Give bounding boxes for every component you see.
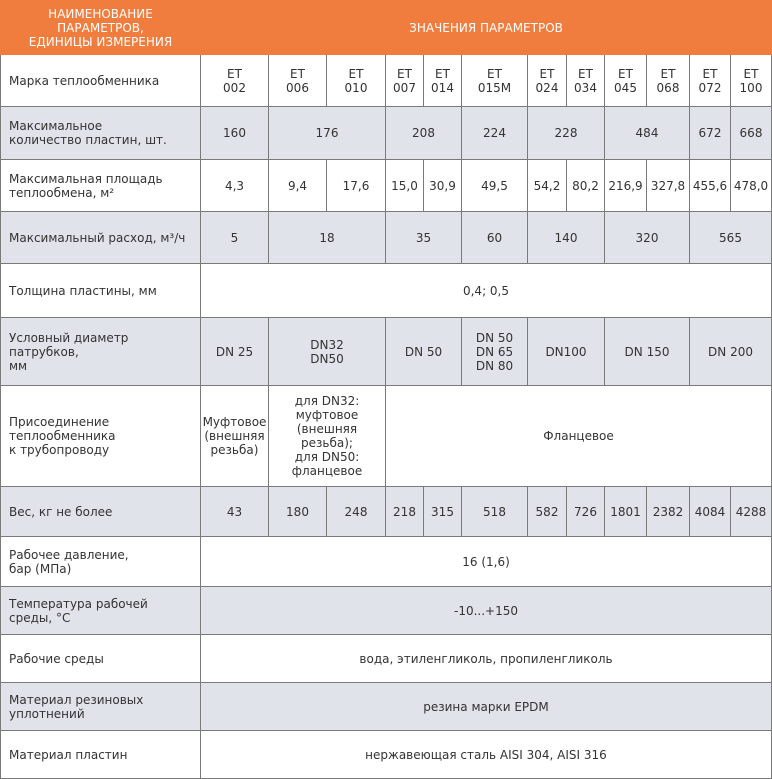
- value-cell: вода, этиленгликоль, пропиленгликоль: [201, 635, 772, 683]
- value-cell: 565: [690, 212, 772, 264]
- value-cell: 17,6: [327, 160, 386, 212]
- model-cell: ET 024: [528, 55, 567, 107]
- row-label: Температура рабочей среды, °С: [1, 587, 201, 635]
- row-max-plates: [1, 107, 772, 160]
- value-cell: Муфтовое (внешняя резьба): [201, 386, 269, 487]
- value-cell: 4288: [731, 487, 772, 537]
- table-header-row: [1, 1, 772, 55]
- model-cell: ET 072: [690, 55, 731, 107]
- value-cell: 180: [269, 487, 327, 537]
- value-cell: 15,0: [386, 160, 424, 212]
- value-cell: для DN32: муфтовое (внешняя резьба); для DN50: фланцевое: [269, 386, 386, 487]
- value-cell: 18: [269, 212, 386, 264]
- value-cell: 160: [201, 107, 269, 160]
- value-cell: 582: [528, 487, 567, 537]
- value-cell: DN100: [528, 318, 605, 386]
- value-cell: DN32 DN50: [269, 318, 386, 386]
- model-cell: ET 100: [731, 55, 772, 107]
- row-label: Материал резиновых уплотнений: [1, 683, 201, 731]
- value-cell: 30,9: [424, 160, 462, 212]
- model-cell: ET 068: [647, 55, 690, 107]
- value-cell: 726: [567, 487, 605, 537]
- model-cell: ET 010: [327, 55, 386, 107]
- value-cell: резина марки EPDM: [201, 683, 772, 731]
- value-cell: 60: [462, 212, 528, 264]
- value-cell: -10...+150: [201, 587, 772, 635]
- value-cell: 216,9: [605, 160, 647, 212]
- value-cell: нержавеющая сталь AISI 304, AISI 316: [201, 731, 772, 779]
- value-cell: 16 (1,6): [201, 537, 772, 587]
- value-cell: DN 50: [386, 318, 462, 386]
- row-label: Присоединение теплообменника к трубопроводу: [1, 386, 201, 487]
- value-cell: 4084: [690, 487, 731, 537]
- row-gasket-material: [1, 683, 772, 731]
- row-label: Рабочие среды: [1, 635, 201, 683]
- row-label: Рабочее давление, бар (МПа): [1, 537, 201, 587]
- value-cell: 224: [462, 107, 528, 160]
- row-label: Марка теплообменника: [1, 55, 201, 107]
- value-cell: 140: [528, 212, 605, 264]
- model-cell: ET 002: [201, 55, 269, 107]
- value-cell: 320: [605, 212, 690, 264]
- value-cell: 43: [201, 487, 269, 537]
- value-cell: 80,2: [567, 160, 605, 212]
- value-cell: 54,2: [528, 160, 567, 212]
- value-cell: 2382: [647, 487, 690, 537]
- value-cell: 672: [690, 107, 731, 160]
- value-cell: 668: [731, 107, 772, 160]
- value-cell: 9,4: [269, 160, 327, 212]
- model-cell: ET 034: [567, 55, 605, 107]
- row-connection: [1, 386, 772, 487]
- param-values-header: ЗНАЧЕНИЯ ПАРАМЕТРОВ: [201, 1, 772, 55]
- value-cell: DN 200: [690, 318, 772, 386]
- row-plate-material: [1, 731, 772, 779]
- row-weight: [1, 487, 772, 537]
- row-label: Максимальная площадь теплообмена, м²: [1, 160, 201, 212]
- value-cell: 228: [528, 107, 605, 160]
- row-label: Вес, кг не более: [1, 487, 201, 537]
- row-nozzle-diameter: [1, 318, 772, 386]
- row-working-temperature: [1, 587, 772, 635]
- model-cell: ET 007: [386, 55, 424, 107]
- row-working-media: [1, 635, 772, 683]
- value-cell: 248: [327, 487, 386, 537]
- value-cell: 218: [386, 487, 424, 537]
- row-plate-thickness: [1, 264, 772, 318]
- value-cell: 35: [386, 212, 462, 264]
- row-model: [1, 55, 772, 107]
- value-cell: 315: [424, 487, 462, 537]
- value-cell: 0,4; 0,5: [201, 264, 772, 318]
- value-cell: 4,3: [201, 160, 269, 212]
- row-label: Условный диаметр патрубков, мм: [1, 318, 201, 386]
- model-cell: ET 006: [269, 55, 327, 107]
- value-cell: 484: [605, 107, 690, 160]
- row-working-pressure: [1, 537, 772, 587]
- value-cell: 49,5: [462, 160, 528, 212]
- row-max-area: [1, 160, 772, 212]
- row-label: Материал пластин: [1, 731, 201, 779]
- model-cell: ET 045: [605, 55, 647, 107]
- value-cell: 208: [386, 107, 462, 160]
- row-max-flow: [1, 212, 772, 264]
- row-label: Максимальный расход, м³/ч: [1, 212, 201, 264]
- value-cell: 455,6: [690, 160, 731, 212]
- row-label: Максимальное количество пластин, шт.: [1, 107, 201, 160]
- value-cell: DN 150: [605, 318, 690, 386]
- value-cell: 176: [269, 107, 386, 160]
- row-label: Толщина пластины, мм: [1, 264, 201, 318]
- value-cell: 478,0: [731, 160, 772, 212]
- value-cell: Фланцевое: [386, 386, 772, 487]
- model-cell: ET 015M: [462, 55, 528, 107]
- param-name-header: НАИМЕНОВАНИЕ ПАРАМЕТРОВ, ЕДИНИЦЫ ИЗМЕРЕНИЯ: [1, 1, 201, 55]
- value-cell: DN 50 DN 65 DN 80: [462, 318, 528, 386]
- model-cell: ET 014: [424, 55, 462, 107]
- value-cell: 5: [201, 212, 269, 264]
- value-cell: 1801: [605, 487, 647, 537]
- value-cell: DN 25: [201, 318, 269, 386]
- value-cell: 327,8: [647, 160, 690, 212]
- value-cell: 518: [462, 487, 528, 537]
